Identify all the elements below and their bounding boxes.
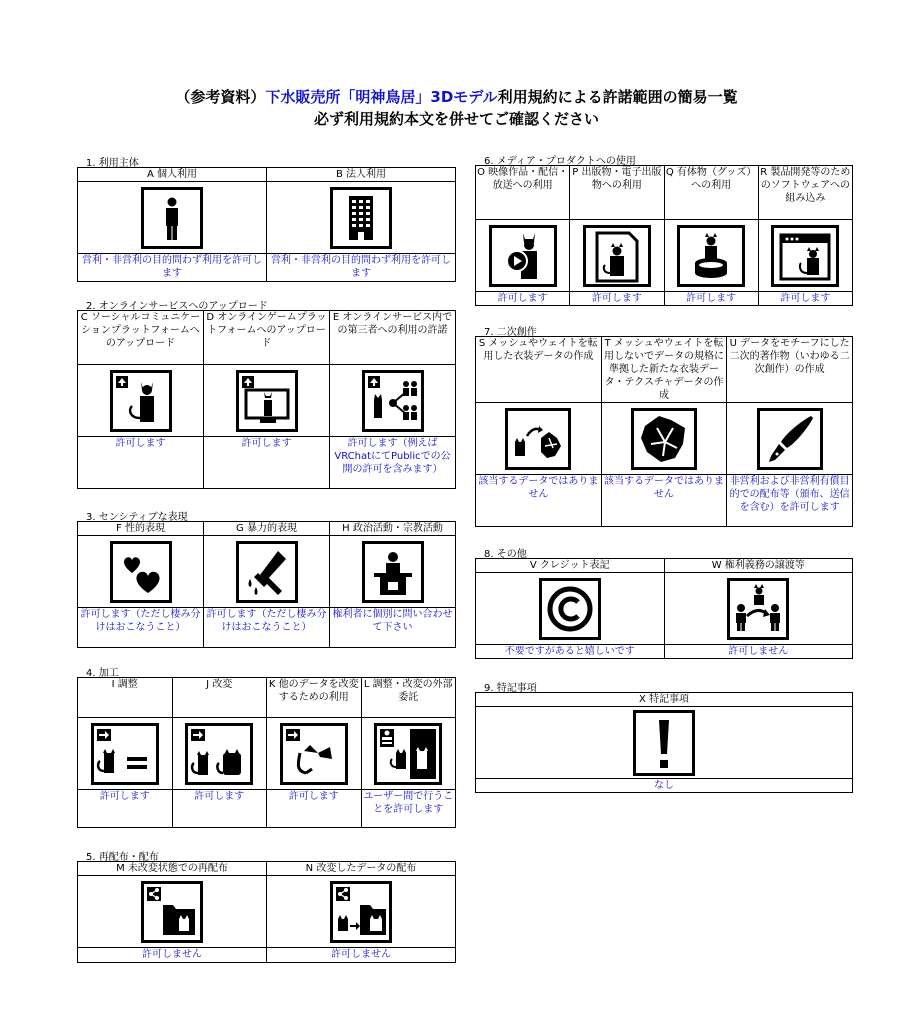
- modify-icon: [185, 723, 253, 785]
- copyright-icon: [539, 578, 601, 640]
- section-8-table: [475, 558, 853, 659]
- upload-share-icon: [362, 370, 424, 432]
- section-5-table: [77, 861, 456, 963]
- status-t: 該当するデータではありません: [601, 475, 727, 527]
- header-e: E オンラインサービス内での第三者への利用の許諾: [330, 311, 456, 365]
- header-s: S メッシュやウェイトを転用した衣装データの作成: [476, 337, 602, 403]
- status-u: 非営利および非営利有償目的での配布等（頒布、送信を含む）を許可します: [727, 475, 853, 527]
- status-g: 許可します（ただし棲み分けはおこなうこと）: [204, 608, 330, 648]
- header-q: Q 有体物（グッズ）への利用: [664, 166, 758, 220]
- status-p: 許可します: [570, 292, 664, 306]
- header-d: D オンラインゲームプラットフォームへのアップロード: [204, 311, 330, 365]
- status-i: 許可します: [78, 790, 173, 828]
- redistribute-modified-icon: [330, 881, 392, 943]
- status-c: 許可します: [78, 437, 204, 489]
- header-h: H 政治活動・宗教活動: [330, 522, 456, 536]
- section-1-table: [77, 167, 456, 282]
- header-l: L 調整・改変の外部委託: [361, 678, 456, 718]
- header-c: C ソーシャルコミュニケーションプラットフォームへのアップロード: [78, 311, 204, 365]
- header-x: X 特記事項: [476, 693, 853, 707]
- exclamation-icon: [633, 710, 695, 776]
- video-icon: [489, 225, 557, 287]
- section-2-label: 2. オンラインサービスへのアップロード: [86, 301, 268, 312]
- header-o: O 映像作品・配信・放送への利用: [476, 166, 570, 220]
- header-g: G 暴力的表現: [204, 522, 330, 536]
- status-h: 権利者に個別に問い合わせて下さい: [330, 608, 456, 648]
- status-e: 許可します（例えばVRChatにてPublicでの公開の許可を含みます）: [330, 437, 456, 489]
- header-m: M 未改変状態での再配布: [78, 862, 267, 876]
- header-b: B 法人利用: [267, 168, 456, 182]
- header-r: R 製品開発等のためのソフトウェアへの組み込み: [758, 166, 852, 220]
- page-subtitle: [0, 108, 913, 129]
- status-a: 営利・非営利の目的問わず利用を許可します: [78, 254, 267, 282]
- status-w: 許可しません: [664, 645, 853, 659]
- status-r: 許可します: [758, 292, 852, 306]
- section-1-label: 1. 利用主体: [86, 158, 139, 169]
- redistribute-icon: [141, 881, 203, 943]
- subtitle-text: 必ず利用規約本文を併せてご確認ください: [313, 110, 599, 128]
- status-d: 許可します: [204, 437, 330, 489]
- status-b: 営利・非営利の目的問わず利用を許可します: [267, 254, 456, 282]
- hearts-icon: [110, 541, 172, 603]
- knife-icon: [236, 541, 298, 603]
- status-f: 許可します（ただし棲み分けはおこなうこと）: [78, 608, 204, 648]
- status-x: なし: [476, 779, 853, 793]
- section-7-label: 7. 二次創作: [484, 327, 537, 338]
- status-s: 該当するデータではありません: [476, 475, 602, 527]
- header-k: K 他のデータを改変するための利用: [267, 678, 362, 718]
- section-2-table: [77, 310, 456, 489]
- publication-icon: [583, 225, 651, 287]
- podium-icon: [362, 541, 424, 603]
- section-7-table: [475, 336, 853, 527]
- costume-icon: [631, 408, 697, 470]
- status-k: 許可します: [267, 790, 362, 828]
- status-o: 許可します: [476, 292, 570, 306]
- upload-monitor-icon: [236, 370, 298, 432]
- person-icon: [141, 187, 203, 249]
- header-f: F 性的表現: [78, 522, 204, 536]
- section-4-table: [77, 677, 456, 828]
- header-w: W 権利義務の譲渡等: [664, 559, 853, 573]
- title-part-3: 利用規約による許諾範囲の簡易一覧: [497, 88, 738, 106]
- status-l: ユーザー間で行うことを許可します: [361, 790, 456, 828]
- section-6-table: [475, 165, 853, 306]
- header-i: I 調整: [78, 678, 173, 718]
- header-u: U データをモチーフにした二次的著作物（いわゆる二次創作）の作成: [727, 337, 853, 403]
- header-p: P 出版物・電子出版物への利用: [570, 166, 664, 220]
- status-v: 不要ですがあると嬉しいです: [476, 645, 665, 659]
- header-n: N 改変したデータの配布: [267, 862, 456, 876]
- transfer-icon: [727, 578, 789, 640]
- pen-icon: [757, 408, 823, 470]
- mesh-icon: [505, 408, 571, 470]
- header-j: J 改変: [172, 678, 267, 718]
- upload-cat-icon: [110, 370, 172, 432]
- section-3-table: [77, 521, 456, 648]
- status-j: 許可します: [172, 790, 267, 828]
- status-q: 許可します: [664, 292, 758, 306]
- section-6-label: 6. メディア・プロダクトへの使用: [484, 156, 636, 167]
- section-4-label: 4. 加工: [86, 668, 119, 679]
- building-icon: [330, 187, 392, 249]
- section-9-label: 9. 特記事項: [484, 683, 537, 694]
- page-title: [0, 86, 913, 107]
- reuse-icon: [280, 723, 348, 785]
- header-a: A 個人利用: [78, 168, 267, 182]
- outsource-icon: [374, 723, 442, 785]
- adjust-icon: [91, 723, 159, 785]
- section-3-label: 3. センシティブな表現: [86, 512, 188, 523]
- title-part-2: 下水販売所「明神鳥居」3Dモデル: [265, 88, 498, 106]
- software-icon: [771, 225, 839, 287]
- header-v: V クレジット表記: [476, 559, 665, 573]
- section-9-table: [475, 692, 853, 793]
- status-m: 許可しません: [78, 948, 267, 963]
- figure-icon: [677, 225, 745, 287]
- section-8-label: 8. その他: [484, 549, 527, 560]
- header-t: T メッシュやウェイトを転用しないでデータの規格に準拠した新たな衣装データ・テクスチャデータの作成: [601, 337, 727, 403]
- status-n: 許可しません: [267, 948, 456, 963]
- section-5-label: 5. 再配布・配布: [86, 852, 159, 863]
- title-part-1: （参考資料）: [175, 88, 266, 106]
